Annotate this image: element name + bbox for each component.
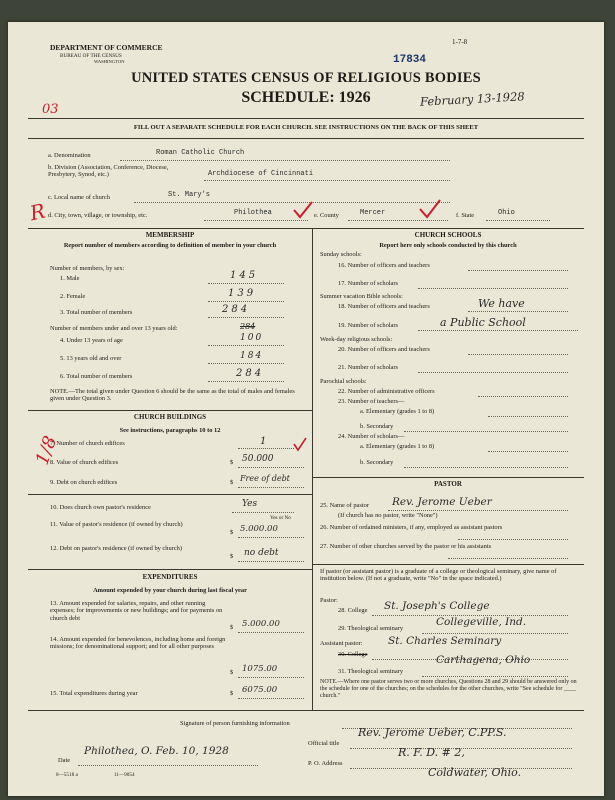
bureau-label: BUREAU OF THE CENSUS (60, 53, 122, 59)
division-value: Archdiocese of Cincinnati (208, 170, 314, 178)
pastor-note: NOTE.—Where one pastor serves two or more churches, Questions 28 and 29 should be answered only on the schedule for one of the churches; on the schedules for the other churches, write "See schedule for ____ church." (320, 679, 577, 699)
q29-value: Collegeville, Ind. (436, 616, 527, 628)
q4-value: 100 (240, 333, 264, 343)
pastor-heading: PASTOR (434, 480, 462, 488)
po-address-label: P. O. Address (308, 760, 343, 767)
date-value: Philothea, O. Feb. 10, 1928 (84, 745, 229, 757)
sunday-label: Sunday schools: (320, 251, 362, 258)
q10-label: 10. Does church own pastor's residence (50, 504, 151, 511)
received-date: February 13-1928 (419, 89, 526, 109)
by-sex-label: Number of members, by sex: (50, 265, 125, 272)
pastor-lbl: Pastor: (320, 597, 338, 604)
q24b-label: b. Secondary (360, 459, 394, 466)
q5-label: 5. 13 years old and over (60, 355, 122, 362)
denomination-value: Roman Catholic Church (156, 149, 245, 157)
official-title-value: Rev. Jerome Ueber, C.PP.S. (358, 726, 507, 739)
yes-no-hint: Yes or No (270, 515, 291, 521)
q26-label: 26. Number of ordained ministers, if any, employed as assistant pastors (320, 524, 503, 531)
section-bottom-rule (28, 710, 584, 711)
column-divider (312, 228, 313, 710)
form-code: 1-7-8 (452, 38, 468, 46)
q30-value: Carthagena, Ohio (436, 654, 531, 666)
membership-sub: Report number of members according to definition of member in your church (63, 242, 277, 249)
q2-value: 139 (228, 288, 257, 299)
form-number: 8—5518 a (56, 772, 78, 778)
q1-label: 1. Male (60, 275, 80, 282)
q1-value: 145 (230, 270, 259, 281)
q29-label: 29. Theological seminary (338, 625, 404, 632)
q11-label: 11. Value of pastor's residence (if owned by church) (50, 521, 183, 528)
under-over-value: 284 (240, 322, 256, 331)
q23b-label: b. Secondary (360, 423, 394, 430)
buildings-sub: See instructions, paragraphs 10 to 12 (119, 427, 221, 434)
q25-label: 25. Name of pastor (320, 502, 369, 509)
q23-label: 23. Number of teachers— (338, 398, 405, 405)
q15-value: 6075.00 (242, 685, 278, 695)
q28-label: 28. College (338, 607, 368, 614)
weekday-label: Week-day religious schools: (320, 336, 393, 343)
q24a-label: a. Elementary (grades 1 to 8) (360, 443, 435, 450)
county-line (348, 220, 448, 221)
q6-value: 284 (236, 368, 265, 379)
denomination-line (120, 160, 450, 161)
q27-label: 27. Number of other churches served by the pastor or his assistants (320, 543, 492, 550)
city-label-field: d. City, town, village, or township, etc. (48, 212, 148, 219)
local-name-value: St. Mary's (168, 191, 211, 199)
q12-value: no debt (244, 548, 279, 558)
county-value: Mercer (360, 209, 386, 217)
asst-lbl: Assistant pastor: (320, 640, 363, 647)
official-title-label: Official title (308, 740, 340, 747)
q2-label: 2. Female (60, 293, 86, 300)
q13-value: 5.000.00 (242, 619, 280, 629)
q11-value: 5.000.00 (240, 524, 278, 534)
q18-label: 18. Number of officers and teachers (338, 303, 430, 310)
check-mark-icon (292, 200, 314, 220)
q9-value: Free of debt (240, 474, 290, 483)
q8-value: 50.000 (242, 454, 274, 464)
assistant-value: St. Charles Seminary (388, 635, 502, 647)
q31-label: 31. Theological seminary (338, 668, 404, 675)
q14-value: 1075.00 (242, 664, 278, 674)
q19-value: a Public School (440, 316, 526, 329)
po-address-value: R. F. D. # 2, (398, 746, 465, 759)
form-title: UNITED STATES CENSUS OF RELIGIOUS BODIES (131, 70, 481, 86)
city-line (204, 220, 308, 221)
q3-value: 284 (222, 304, 251, 315)
state-line (486, 220, 550, 221)
q21-label: 21. Number of scholars (338, 364, 398, 371)
q28-value: St. Joseph's College (384, 600, 490, 612)
q10-value: Yes (242, 499, 258, 509)
graduate-note: If pastor (or assistant pastor) is a graduate of a college or theological seminary, give name of institution below. (If not a graduate, write "No" in the space indicated.) (320, 568, 557, 583)
under-over-label: Number of members under and over 13 years old: (50, 325, 178, 332)
expenditures-sub: Amount expended by your church during last fiscal year (93, 587, 247, 594)
denomination-label: a. Denomination (48, 152, 91, 159)
q15-label: 15. Total expenditures during year (50, 690, 138, 697)
q18-value: We have (478, 297, 525, 310)
parochial-label: Parochial schools: (320, 378, 367, 385)
q14-label: 14. Amount expended for benevolences, including home and foreign missions; for denominational support; and for all other purposes (50, 636, 226, 651)
state-value: Ohio (498, 209, 515, 217)
city-value: Philothea (234, 209, 272, 217)
q9-label: 9. Debt on church edifices (50, 479, 118, 486)
form-number-2: 11—9054 (114, 772, 135, 778)
city-label: WASHINGTON (94, 59, 125, 64)
q6-label: 6. Total number of members (60, 373, 133, 380)
division-label: b. Division (Association, Conference, Diocese, Presbytery, Synod, etc.) (48, 164, 169, 179)
membership-heading: MEMBERSHIP (145, 231, 195, 239)
census-schedule-form: DEPARTMENT OF COMMERCE BUREAU OF THE CENSUS WASHINGTON 1-7-8 17834 UNITED STATES CENSUS OF RELIGIOUS BODIES SCHEDULE: 1926 February 13-1928 03 FILL OUT A SEPARATE SCHEDULE FOR EACH CHURCH. SEE INSTRUCTIONS ON THE BACK OF THIS SHEET a. Denomination Roman Catholic Church b. Division (Association, Conference, Diocese, Presbytery, Synod, etc.) Archdiocese of Cincinnati c. Local name of church St. Mary's d. City, town, village, or township, etc. Philothea e. County Mercer f. State Ohio R MEMBERSHIP Report number of members according to definition of member in your church Number of members, by sex: 1. Male 145 2. Female 139 3. Total number of members 284 Number of members under and over 13 years old: 284 4. Under 13 years of age 100 5. 13 years old and over 184 6. Total number of members 284 NOTE.—The total given under Question 6 should be the same as the total of males and females given under Question 3. CHURCH BUILDINGS See instructions, paragraphs 10 to 12 1/8 7. Number of church edifices 1 8. Value of church edifices $ 50.000 9. Debt on church edifices $ Free of debt 10. Does church own pastor's residence Yes Yes or No 11. Value of pastor's residence (if owned by church) $ 5.000.00 12. Debt on pastor's residence (if owned by church) $ no debt EXPENDITURES Amount expended by your church during last fiscal year 13. Amount expended for salaries, repairs, and other running expenses; for improvements or new buildings; and for payments on church debt $ 5.000.00 14. Amount expended for benevolences, including home and foreign missions; for denominational support; and for all other purposes $ 1075.00 15. Total expenditures during year $ 6075.00 CHURCH SCHOOLS Report here only schools conducted by this church Sunday schools: 16. Number of officers and teachers 17. Number of scholars Summer vacation Bible schools: 18. Number of officers and teachers We have 19. Number of scholars a Public School Week-day religious schools: 20. Number of officers and teachers 21. Number of scholars Parochial schools: 22. Number of administrative officers 23. Number of teachers— a. Elementary (grades 1 to 8) b. Secondary 24. Number of scholars— a. Elementary (grades 1 to 8) b. Secondary PASTOR 25. Name of pastor Rev. Jerome Ueber (If church has no pastor, write "None") 26. Number of ordained ministers, if any, employed as assistant pastors 27. Number of other churches served by the pastor or his assistants If pastor (or assistant pastor) is a graduate of a college or theological seminary, give name of institution below. (If not a graduate, write "No" in the space indicated.) Pastor: 28. College St. Joseph's College 29. Theological seminary Collegeville, Ind. Assistant pastor: St. Charles Seminary 30. College 31. Theological seminary Carthagena, Ohio NOTE.—Where one pastor serves two or more churches, Questions 28 and 29 should be answered only on the schedule for one of the churches; on the schedules for the other churches, write "See schedule for ____ church." Signature of person furnishing information Official title Rev. Jerome Ueber, C.PP.S. P. O. Address R. F. D. # 2, Coldwater, Ohio. Date Philothea, O. Feb. 10, 1928 8—5518 a 11—9054 (8, 22, 604, 796)
buildings-heading: CHURCH BUILDINGS (133, 413, 207, 421)
department-label: DEPARTMENT OF COMMERCE (50, 43, 163, 52)
local-name-label: c. Local name of church (48, 194, 110, 201)
county-label: e. County (314, 212, 339, 219)
q19-label: 19. Number of scholars (338, 322, 398, 329)
date-label: Date (58, 757, 71, 764)
expenditures-heading: EXPENDITURES (142, 573, 198, 581)
po-address-value-2: Coldwater, Ohio. (428, 766, 522, 779)
q17-label: 17. Number of scholars (338, 280, 398, 287)
q20-label: 20. Number of officers and teachers (338, 346, 430, 353)
header-rule (28, 118, 584, 119)
q7-label: 7. Number of church edifices (50, 440, 125, 447)
serial-number: 17834 (393, 54, 427, 66)
q12-label: 12. Debt on pastor's residence (if owned by church) (50, 545, 182, 552)
red-slash-mark: 1/8 (31, 433, 62, 468)
section-top-rule (28, 228, 584, 229)
q4-label: 4. Under 13 years of age (60, 337, 123, 344)
check-mark-icon (292, 436, 308, 452)
q3-label: 3. Total number of members (60, 309, 133, 316)
schools-sub: Report here only schools conducted by this church (379, 242, 517, 249)
q8-label: 8. Value of church edifices (50, 459, 119, 466)
state-label: f. State (456, 212, 475, 219)
instruction-rule (28, 138, 584, 139)
schedule-title: SCHEDULE: 1926 (241, 89, 371, 106)
q22-label: 22. Number of administrative officers (338, 388, 435, 395)
red-r-mark: R (27, 198, 48, 226)
q25-value: Rev. Jerome Ueber (392, 496, 492, 508)
schools-heading: CHURCH SCHOOLS (414, 231, 482, 239)
q23a-label: a. Elementary (grades 1 to 8) (360, 408, 435, 415)
red-code-mark: 03 (42, 102, 59, 117)
q5-value: 184 (240, 351, 264, 361)
membership-note: NOTE.—The total given under Question 6 should be the same as the total of males and females given under Question 3. (50, 388, 295, 403)
signature-label: Signature of person furnishing information (180, 720, 290, 727)
q30-label: 30. College (338, 651, 368, 658)
q25-sub: (If church has no pastor, write "None") (338, 512, 438, 519)
q7-value: 1 (260, 436, 267, 447)
division-line (204, 180, 450, 181)
summer-label: Summer vacation Bible schools: (320, 293, 403, 300)
q16-label: 16. Number of officers and teachers (338, 262, 430, 269)
q24-label: 24. Number of scholars— (338, 433, 405, 440)
instruction-line: FILL OUT A SEPARATE SCHEDULE FOR EACH CHURCH. SEE INSTRUCTIONS ON THE BACK OF THIS SHEET (133, 124, 479, 131)
q13-label: 13. Amount expended for salaries, repairs, and other running expenses; for improvements or new buildings; and for payments on church debt (50, 600, 223, 622)
check-mark-icon (418, 198, 442, 220)
